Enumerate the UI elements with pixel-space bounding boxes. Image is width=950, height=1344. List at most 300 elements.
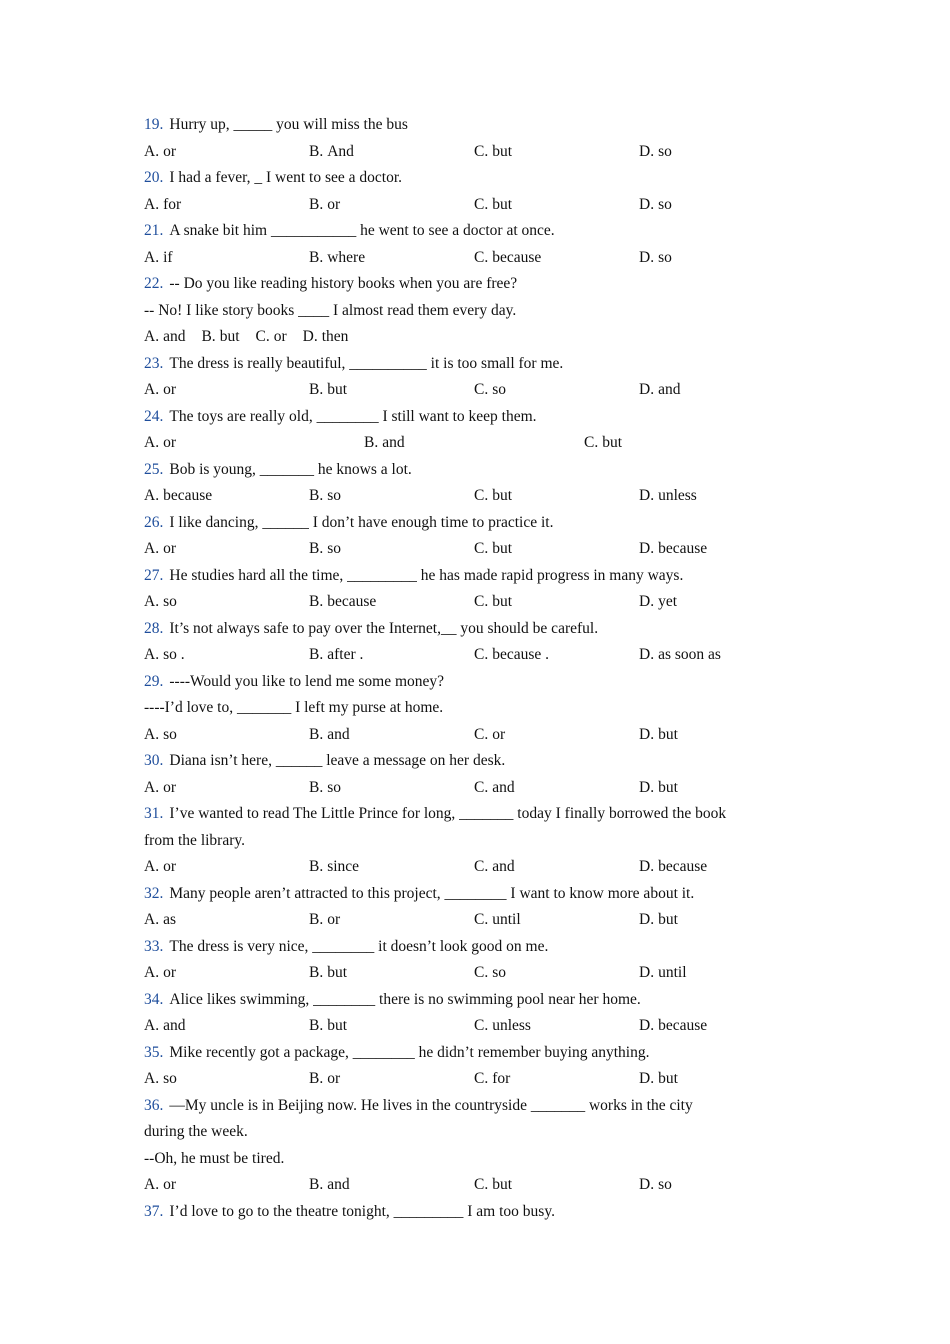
answer-options (144, 377, 804, 404)
option-letter: A. (144, 593, 160, 610)
option-letter: A. (144, 540, 160, 557)
question-line (144, 828, 804, 855)
question-text: I’ve wanted to read The Little Prince for long, _______ today I finally borrowed the book (169, 805, 727, 822)
answer-option (474, 1013, 639, 1040)
answer-option (309, 192, 474, 219)
option-text: but (602, 434, 623, 451)
question-stem (144, 616, 804, 643)
option-letter: C. (474, 540, 489, 557)
answer-option (309, 589, 474, 616)
option-text: if (163, 248, 173, 266)
option-text: because (658, 858, 708, 875)
answer-option (144, 536, 309, 563)
option-letter: D. (639, 725, 655, 743)
answer-option (144, 139, 309, 166)
option-text: because (492, 248, 542, 266)
option-letter: A. (144, 1176, 160, 1193)
answer-option (144, 642, 309, 669)
answer-options (144, 722, 804, 749)
answer-option (474, 1066, 639, 1093)
question-block (144, 351, 804, 404)
option-text: unless (492, 1017, 531, 1034)
question-stem (144, 748, 804, 775)
option-letter: B. (309, 1176, 324, 1193)
question-block (144, 457, 804, 510)
answer-options (144, 854, 804, 881)
question-text: Alice likes swimming, ________ there is no swimming pool near her home. (169, 990, 641, 1008)
option-letter: B. (309, 248, 324, 266)
answer-option (144, 854, 309, 881)
answer-option (639, 192, 804, 219)
option-text: but (492, 142, 513, 160)
answer-option (639, 775, 804, 802)
option-text: after . (327, 646, 364, 663)
question-stem (144, 1199, 804, 1226)
option-letter: C. (474, 593, 489, 610)
answer-option (639, 960, 804, 987)
option-text: as (163, 911, 176, 928)
option-letter: A. (144, 328, 160, 345)
option-letter: A. (144, 487, 160, 504)
answer-option (309, 854, 474, 881)
option-text: but (327, 1017, 348, 1034)
option-letter: A. (144, 142, 160, 160)
option-letter: A. (144, 725, 160, 743)
answer-option (309, 483, 474, 510)
option-letter: B. (309, 195, 324, 213)
option-letter: B. (309, 487, 324, 504)
question-text: ----I’d love to, _______ I left my purse at home. (144, 699, 444, 716)
answer-option (474, 642, 639, 669)
option-letter: C. (474, 964, 489, 981)
option-letter: C. (474, 487, 489, 504)
answer-options (144, 1172, 804, 1199)
question-block (144, 987, 804, 1040)
question-block (144, 801, 804, 881)
answer-option (474, 245, 639, 272)
option-text: but (658, 778, 678, 796)
answer-option (474, 854, 639, 881)
option-letter: C. (474, 725, 489, 743)
option-letter: B. (309, 646, 324, 663)
question-line (144, 298, 804, 325)
question-number: 36. (144, 1096, 164, 1114)
answer-options (144, 245, 804, 272)
answer-option (474, 722, 639, 749)
answer-option (584, 430, 804, 457)
answer-option (256, 324, 287, 351)
question-number: 32. (144, 884, 164, 902)
option-letter: C. (474, 195, 489, 213)
option-letter: D. (639, 195, 655, 213)
option-letter: B. (201, 328, 216, 345)
option-text: so (163, 725, 177, 743)
question-line (144, 1146, 804, 1173)
option-text: and (163, 328, 186, 345)
option-text: so (658, 142, 672, 160)
option-text: so (327, 778, 342, 796)
answer-option (303, 324, 349, 351)
option-text: so (163, 593, 177, 610)
option-text: so (327, 540, 342, 557)
answer-option (144, 1172, 309, 1199)
question-text: -- No! I like story books ____ I almost read them every day. (144, 301, 517, 319)
answer-options (144, 960, 804, 987)
option-text: And (327, 142, 354, 160)
option-text: since (327, 858, 360, 875)
answer-option (201, 324, 239, 351)
answer-options (144, 483, 804, 510)
question-block (144, 271, 804, 351)
option-text: and (327, 1176, 350, 1193)
question-number: 35. (144, 1043, 164, 1061)
answer-option (144, 483, 309, 510)
question-number: 23. (144, 354, 164, 372)
answer-option (144, 907, 309, 934)
option-text: for (492, 1070, 511, 1087)
option-text: for (163, 195, 182, 213)
answer-option (639, 589, 804, 616)
answer-option (474, 589, 639, 616)
answer-option (309, 1013, 474, 1040)
option-text: because (658, 540, 708, 557)
answer-option (309, 139, 474, 166)
question-block (144, 616, 804, 669)
question-number: 29. (144, 672, 164, 690)
option-text: and (327, 725, 350, 743)
option-letter: A. (144, 434, 160, 451)
option-text: where (327, 248, 366, 266)
option-text: as soon as (658, 646, 721, 663)
question-block (144, 1093, 804, 1199)
option-letter: C. (474, 1176, 489, 1193)
answer-option (474, 536, 639, 563)
answer-option (639, 907, 804, 934)
question-block (144, 112, 804, 165)
option-text: or (163, 964, 176, 981)
answer-option (639, 377, 804, 404)
option-letter: C. (474, 248, 489, 266)
question-line (144, 1119, 804, 1146)
question-block (144, 218, 804, 271)
answer-option (144, 324, 185, 351)
answer-options (144, 642, 804, 669)
question-stem (144, 457, 804, 484)
question-stem (144, 1093, 804, 1120)
answer-option (474, 139, 639, 166)
question-text: I had a fever, _ I went to see a doctor. (169, 169, 403, 186)
question-text: Bob is young, _______ he knows a lot. (169, 460, 412, 478)
option-letter: C. (474, 142, 489, 160)
answer-options (144, 1013, 804, 1040)
answer-option (474, 192, 639, 219)
option-letter: A. (144, 911, 160, 928)
option-letter: B. (309, 778, 324, 796)
answer-option (639, 139, 804, 166)
option-letter: D. (639, 142, 655, 160)
question-block (144, 165, 804, 218)
answer-option (309, 245, 474, 272)
exercise-page (144, 112, 804, 1225)
question-number: 22. (144, 275, 164, 292)
answer-option (474, 377, 639, 404)
answer-option (309, 775, 474, 802)
option-text: or (273, 328, 287, 345)
option-letter: A. (144, 381, 160, 398)
answer-options (144, 536, 804, 563)
answer-option (309, 642, 474, 669)
question-text: It’s not always safe to pay over the Internet,__ you should be careful. (169, 619, 599, 637)
option-letter: A. (144, 1017, 160, 1034)
option-text: or (163, 434, 176, 451)
answer-option (309, 1066, 474, 1093)
question-stem (144, 934, 804, 961)
question-stem (144, 218, 804, 245)
answer-option (474, 775, 639, 802)
answer-options (144, 192, 804, 219)
option-letter: D. (639, 248, 655, 266)
option-text: until (492, 911, 521, 928)
option-letter: D. (639, 964, 655, 981)
question-number: 24. (144, 407, 164, 425)
option-text: and (163, 1017, 186, 1034)
question-number: 37. (144, 1202, 164, 1220)
answer-options (144, 907, 804, 934)
answer-option (309, 907, 474, 934)
option-letter: A. (144, 1070, 160, 1087)
question-stem (144, 271, 804, 298)
option-text: so (492, 381, 507, 398)
option-text: and (658, 381, 681, 398)
answer-option (309, 536, 474, 563)
question-text: --Oh, he must be tired. (144, 1149, 285, 1167)
option-text: or (163, 381, 176, 398)
question-stem (144, 112, 804, 139)
question-stem (144, 404, 804, 431)
answer-option (144, 960, 309, 987)
option-letter: B. (364, 434, 379, 451)
option-text: but (219, 328, 240, 345)
answer-option (144, 430, 364, 457)
option-text: and (492, 778, 515, 796)
option-letter: D. (639, 911, 655, 928)
answer-option (144, 1013, 309, 1040)
option-letter: C. (255, 328, 270, 345)
option-text: but (658, 911, 678, 928)
question-number: 34. (144, 990, 164, 1008)
answer-options (144, 589, 804, 616)
option-text: because (327, 593, 377, 610)
option-letter: B. (309, 381, 324, 398)
option-text: but (327, 381, 348, 398)
question-text: Mike recently got a package, ________ he didn’t remember buying anything. (169, 1043, 650, 1061)
answer-option (639, 1013, 804, 1040)
option-text: because (658, 1017, 708, 1034)
answer-option (144, 775, 309, 802)
question-stem (144, 510, 804, 537)
option-letter: C. (474, 858, 489, 875)
option-text: but (492, 540, 513, 557)
answer-options (144, 430, 804, 457)
option-letter: B. (309, 593, 324, 610)
answer-option (474, 907, 639, 934)
answer-options (144, 139, 804, 166)
answer-option (639, 536, 804, 563)
option-text: so (327, 487, 342, 504)
question-block (144, 1199, 804, 1226)
option-text: or (327, 195, 341, 213)
answer-option (639, 1066, 804, 1093)
question-text: —My uncle is in Beijing now. He lives in the countryside _______ works in the city (169, 1096, 693, 1114)
question-block (144, 748, 804, 801)
option-text: and (492, 858, 515, 875)
option-letter: B. (309, 1070, 324, 1087)
question-number: 21. (144, 222, 164, 239)
answer-option (639, 1172, 804, 1199)
question-text: The dress is very nice, ________ it doesn’t look good on me. (169, 937, 549, 955)
option-letter: B. (309, 964, 324, 981)
question-text: Hurry up, _____ you will miss the bus (169, 116, 408, 133)
question-stem (144, 801, 804, 828)
option-letter: C. (474, 1017, 489, 1034)
question-number: 27. (144, 566, 164, 584)
option-text: or (163, 858, 176, 875)
question-text: during the week. (144, 1123, 248, 1140)
option-letter: D. (639, 646, 655, 663)
answer-option (144, 245, 309, 272)
question-number: 20. (144, 169, 164, 186)
option-text: and (382, 434, 405, 451)
answer-option (474, 1172, 639, 1199)
answer-options (144, 775, 804, 802)
option-letter: D. (639, 1176, 655, 1193)
option-text: but (492, 195, 513, 213)
answer-option (474, 960, 639, 987)
question-stem (144, 881, 804, 908)
option-letter: A. (144, 248, 160, 266)
option-text: so (492, 964, 507, 981)
option-letter: C. (474, 778, 489, 796)
option-letter: C. (584, 434, 599, 451)
question-stem (144, 165, 804, 192)
question-text: Many people aren’t attracted to this project, ________ I want to know more about it. (169, 884, 695, 902)
option-text: because (163, 487, 213, 504)
answer-options (144, 324, 804, 351)
option-text: or (327, 911, 341, 928)
option-letter: D. (639, 1017, 655, 1034)
option-text: so (658, 195, 672, 213)
question-text: Diana isn’t here, ______ leave a message on her desk. (169, 752, 506, 769)
answer-option (309, 1172, 474, 1199)
option-letter: A. (144, 964, 160, 981)
option-letter: D. (302, 328, 318, 345)
answer-option (309, 722, 474, 749)
answer-option (144, 722, 309, 749)
question-text: I like dancing, ______ I don’t have enough time to practice it. (169, 513, 554, 531)
question-number: 19. (144, 116, 164, 133)
option-text: or (163, 778, 176, 796)
option-text: until (658, 964, 687, 981)
question-stem (144, 1040, 804, 1067)
option-text: or (492, 725, 506, 743)
option-letter: B. (309, 911, 324, 928)
option-letter: C. (474, 911, 489, 928)
option-letter: D. (639, 540, 655, 557)
question-text: I’d love to go to the theatre tonight, _________ I am too busy. (169, 1202, 555, 1220)
question-text: from the library. (144, 831, 245, 849)
option-letter: B. (309, 858, 324, 875)
question-stem (144, 669, 804, 696)
question-number: 25. (144, 460, 164, 478)
option-text: but (492, 487, 513, 504)
question-text: -- Do you like reading history books when you are free? (169, 275, 518, 292)
answer-option (309, 960, 474, 987)
question-block (144, 669, 804, 749)
option-letter: A. (144, 195, 160, 213)
option-text: because . (492, 646, 550, 663)
answer-option (639, 642, 804, 669)
answer-option (364, 430, 584, 457)
option-letter: A. (144, 778, 160, 796)
option-text: or (163, 1176, 176, 1193)
option-text: or (163, 142, 176, 160)
option-letter: B. (309, 540, 324, 557)
question-text: He studies hard all the time, _________ he has made rapid progress in many ways. (169, 566, 684, 584)
question-text: ----Would you like to lend me some money? (169, 672, 445, 690)
option-text: or (327, 1070, 341, 1087)
option-letter: A. (144, 858, 160, 875)
option-text: but (492, 1176, 513, 1193)
answer-option (144, 589, 309, 616)
question-number: 31. (144, 805, 164, 822)
question-text: The dress is really beautiful, __________ it is too small for me. (169, 354, 564, 372)
question-text: The toys are really old, ________ I still want to keep them. (169, 407, 537, 425)
question-stem (144, 563, 804, 590)
option-text: but (492, 593, 513, 610)
question-block (144, 934, 804, 987)
answer-option (639, 722, 804, 749)
option-text: so (658, 1176, 672, 1193)
option-text: then (321, 328, 349, 345)
option-text: unless (658, 487, 697, 504)
option-letter: D. (639, 858, 655, 875)
question-number: 33. (144, 937, 164, 955)
option-letter: C. (474, 646, 489, 663)
answer-option (639, 854, 804, 881)
option-text: yet (658, 593, 678, 610)
option-text: or (163, 540, 176, 557)
answer-option (639, 245, 804, 272)
option-letter: B. (309, 1017, 324, 1034)
answer-option (474, 483, 639, 510)
answer-option (144, 1066, 309, 1093)
question-line (144, 695, 804, 722)
option-text: so (658, 248, 672, 266)
question-block (144, 1040, 804, 1093)
option-letter: C. (474, 381, 489, 398)
question-block (144, 510, 804, 563)
option-letter: D. (639, 487, 655, 504)
question-block (144, 404, 804, 457)
question-number: 28. (144, 619, 164, 637)
question-text: A snake bit him ___________ he went to see a doctor at once. (169, 222, 555, 239)
option-letter: D. (639, 778, 655, 796)
answer-option (144, 377, 309, 404)
option-text: but (658, 725, 678, 743)
answer-options (144, 1066, 804, 1093)
option-text: but (327, 964, 348, 981)
option-letter: B. (309, 725, 324, 743)
